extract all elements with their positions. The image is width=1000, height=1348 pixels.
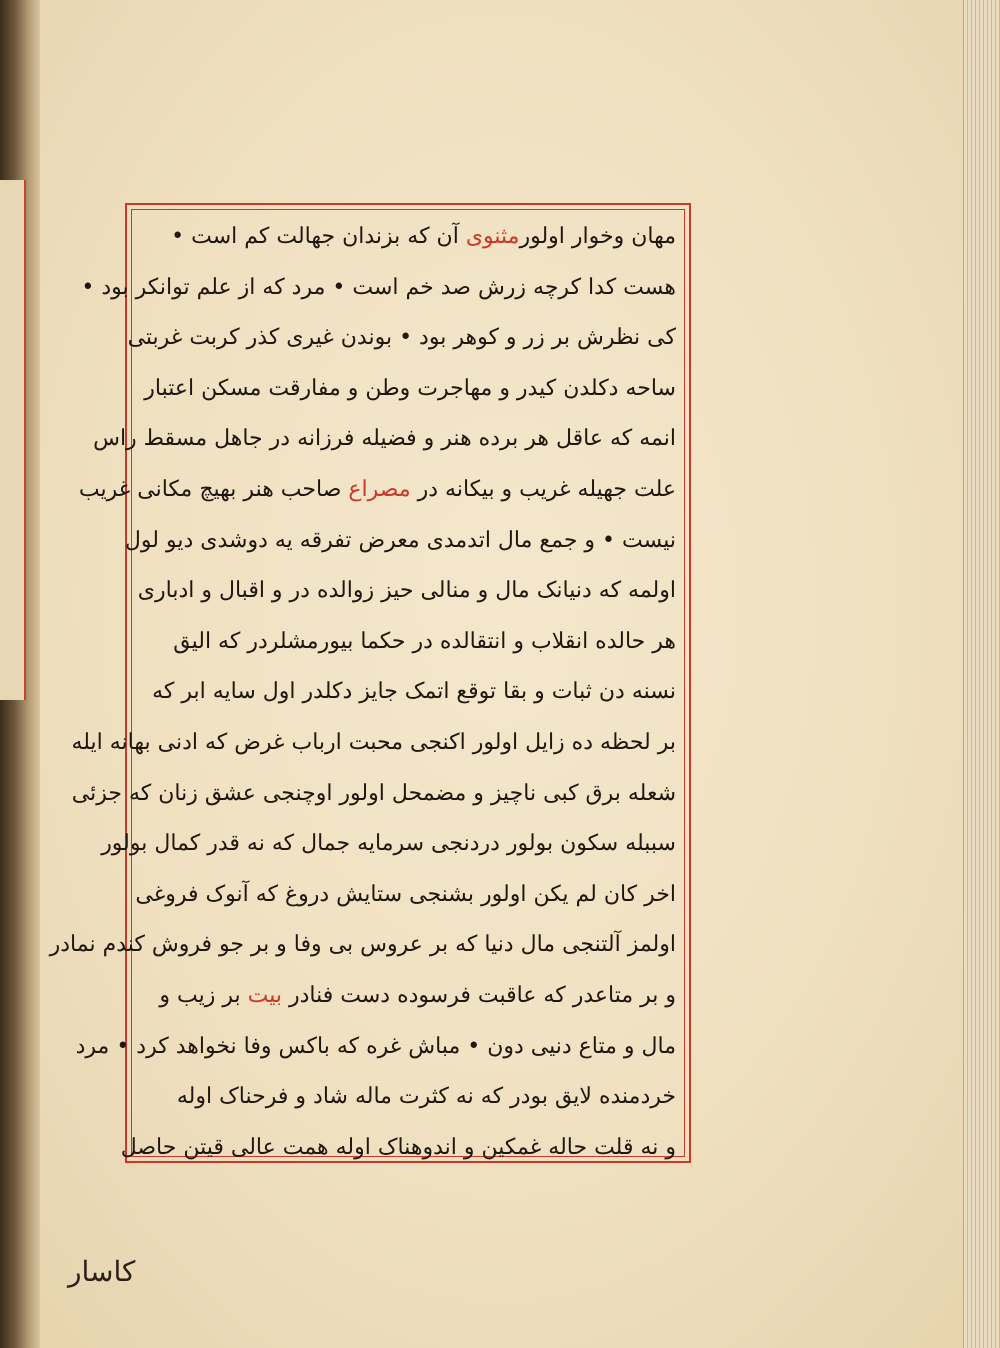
rubric-heading: بیت: [247, 982, 282, 1008]
text-segment: نسنه دن ثبات و بقا توقع اتمک جایز دکلدر اول سایه ابر که: [152, 679, 676, 705]
text-segment: ساحه دکلدن کیدر و مهاجرت وطن و مفارقت مسکن اعتبار: [144, 375, 676, 401]
text-segment: مال و متاع دنیی دون • مباش غره که باکس وفا نخواهد کرد • مرد: [75, 1033, 676, 1059]
text-segment: نیست • و جمع مال اتدمدی معرض تفرقه یه دوشدی دیو لول: [124, 527, 676, 553]
text-line: [124, 516, 680, 567]
text-segment: و نه قلت حاله غمکین و اندوهناک اوله همت عالی قیتن حاصل: [120, 1134, 676, 1160]
text-line: [75, 1022, 680, 1073]
text-segment: آن که بزندان جهالت کم است •: [171, 224, 466, 249]
text-line: [137, 566, 680, 617]
rubric-heading: مثنوی: [465, 224, 520, 249]
text-segment: سببله سکون بولور دردنجی سرمایه جمال که نه قدر کمال بولور: [101, 831, 676, 857]
text-segment: و بر متاعدر که عاقبت فرسوده دست فنادر: [281, 982, 676, 1008]
text-segment: بر زیب و: [159, 982, 248, 1008]
text-segment: علت جهیله غریب و بیکانه در: [410, 476, 676, 502]
rubric-heading: مصراع: [348, 476, 411, 502]
text-line: [140, 667, 680, 718]
facing-page-edge: [0, 180, 26, 700]
text-segment: شعله برق کبی ناچیز و مضمحل اولور اوچنجی عشق زنان که جزئی: [71, 780, 676, 806]
text-segment: اخر کان لم یکن اولور بشنجی ستایش دروغ که آنوک فروغی: [135, 881, 676, 907]
text-line: [71, 718, 680, 769]
text-line: [120, 1123, 680, 1174]
text-line: [140, 971, 680, 1022]
text-line: [49, 920, 680, 971]
text-line: [140, 1072, 680, 1123]
text-segment: مهان وخوار اولور: [519, 224, 676, 249]
text-line: [101, 819, 680, 870]
text-segment: بر لحظه ده زایل اولور اکنجی محبت ارباب غرض که ادنی بهانه ایله: [71, 729, 676, 755]
text-line: [127, 313, 680, 364]
text-segment: خردمنده لایق بودر که نه کثرت ماله شاد و فرحناک اوله: [176, 1084, 676, 1110]
text-line: [140, 364, 680, 415]
text-segment: انمه که عاقل هر برده هنر و فضیله فرزانه در جاهل مسقط راس: [93, 426, 676, 452]
text-segment: صاحب هنر بهیچ مکانی غریب: [78, 476, 349, 502]
text-segment: هست کدا کرچه زرش صد خم است • مرد که از علم توانکر بود •: [81, 274, 676, 300]
text-line: [135, 870, 680, 921]
catchword: کاسار: [68, 1255, 136, 1288]
text-line: [140, 617, 680, 668]
text-line: [78, 465, 680, 516]
text-line: [71, 769, 680, 820]
text-line: [81, 263, 680, 314]
text-line: [93, 414, 680, 465]
text-line: [140, 212, 680, 263]
text-segment: اولمه که دنیانک مال و منالی حیز زوالده در و اقبال و ادباری: [137, 578, 676, 604]
manuscript-text-block: [49, 212, 680, 1160]
page-fore-edge: [963, 0, 1000, 1348]
text-segment: اولمز آلتنجی مال دنیا که بر عروس بی وفا و بر جو فروش کندم نمادر: [49, 932, 676, 958]
text-segment: کی نظرش بر زر و کوهر بود • بوندن غیری کذر کربت غربتی: [127, 325, 676, 351]
text-segment: هر حالده انقلاب و انتقالده در حکما بیورمشلردر که الیق: [173, 628, 676, 654]
